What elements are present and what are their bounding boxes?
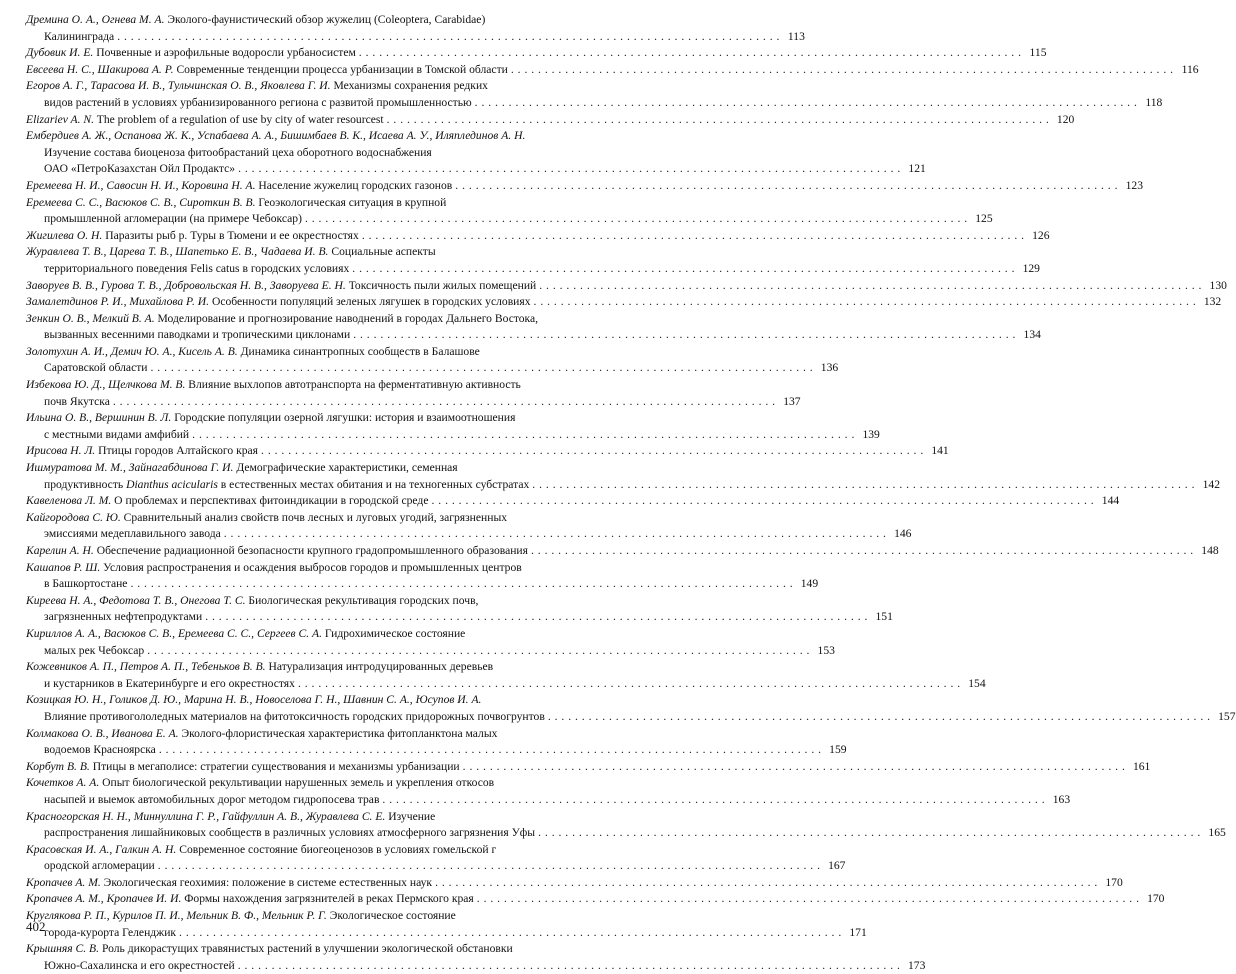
toc-entry-line: Козицкая Ю. Н., Голиков Д. Ю., Марина Н. В., Новоселова Г. Н., Шавнин С. А., Юсупов И. А.	[26, 693, 482, 707]
toc-entry-title: Евсеева Н. С., Шакирова А. Р. Современные тенденции процесса урбанизации в Томской области	[26, 62, 508, 76]
toc-entry-page: 115	[1029, 46, 1047, 60]
toc-entry	[26, 560, 819, 593]
toc-entry	[26, 112, 1075, 129]
toc-entry-page: 121	[908, 162, 926, 176]
toc-entry-lastline	[26, 477, 1220, 494]
leader-dots: . . . . . . . . . . . . . . . . . . . . . . . . . . . . . . . . . . . . . . . . . . . . . . . . . . . . . . . . . . . . . . . . . . . . . . . . . . . . . . . . . . . . . . . . . . . . . . . . . .	[237, 958, 901, 972]
leader-dots: . . . . . . . . . . . . . . . . . . . . . . . . . . . . . . . . . . . . . . . . . . . . . . . . . . . . . . . . . . . . . . . . . . . . . . . . . . . . . . . . . . . . . . . . . . . . . . . . . .	[547, 709, 1211, 723]
toc-entry-page: 141	[931, 444, 949, 458]
toc-entry-title: территориального поведения Felis catus в городских условиях	[44, 261, 350, 275]
toc-entry-page: 149	[800, 577, 819, 591]
toc-entry-page: 151	[875, 610, 893, 624]
toc-entry-lastline	[26, 178, 1143, 195]
toc-entry-lastline	[26, 825, 1226, 842]
toc-entry-lastline	[26, 609, 893, 626]
toc-entry-line: Зенкин О. В., Мелкий В. А. Моделирование и прогнозирование наводнений в городах Дальнего Востока,	[26, 311, 539, 325]
toc-entry-lastline	[26, 62, 1199, 79]
toc-entry-title: с местными видами амфибий	[44, 427, 190, 441]
toc-entry-title: ородской агломерации	[44, 859, 155, 873]
toc-entry	[26, 62, 1199, 79]
toc-entry-page: 154	[968, 676, 986, 690]
toc-entry-line: Колмакова О. В., Иванова Е. А. Эколого-флористическая характеристика фитопланктона малых	[26, 726, 498, 740]
toc-entry-line: Кочетков А. А. Опыт биологической рекультивации нарушенных земель и укрепления откосов	[26, 776, 495, 790]
leader-dots: . . . . . . . . . . . . . . . . . . . . . . . . . . . . . . . . . . . . . . . . . . . . . . . . . . . . . . . . . . . . . . . . . . . . . . . . . . . . . . . . . . . . . . . . . . . . . . . . . .	[352, 261, 1015, 275]
toc-entry	[26, 626, 835, 659]
toc-entry-line: Изучение состава биоценоза фитообрастаний цеха оборотного водоснабжения	[44, 145, 432, 159]
toc-entry-lastline	[26, 443, 949, 460]
toc-entry-lastline	[26, 161, 926, 178]
leader-dots: . . . . . . . . . . . . . . . . . . . . . . . . . . . . . . . . . . . . . . . . . . . . . . . . . . . . . . . . . . . . . . . . . . . . . . . . . . . . . . . . . . . . . . . . . . . . . . . . . .	[179, 925, 842, 939]
leader-dots: . . . . . . . . . . . . . . . . . . . . . . . . . . . . . . . . . . . . . . . . . . . . . . . . . . . . . . . . . . . . . . . . . . . . . . . . . . . . . . . . . . . . . . . . . . . . . . . . . .	[117, 29, 780, 43]
toc-entry	[26, 311, 1041, 344]
toc-entry-title: Кропачев А. М., Кропачев И. И. Формы нахождения загрязнителей в реках Пермского края	[26, 892, 474, 906]
toc-entry-title: в Башкортостане	[44, 577, 128, 591]
toc-entry-line: Золотухин А. И., Демич Ю. А., Кисель А. В. Динамика синантропных сообществ в Балашове	[26, 344, 480, 358]
leader-dots: . . . . . . . . . . . . . . . . . . . . . . . . . . . . . . . . . . . . . . . . . . . . . . . . . . . . . . . . . . . . . . . . . . . . . . . . . . . . . . . . . . . . . . . . . . . . . . . . . .	[476, 892, 1140, 906]
toc-entry-page: 137	[783, 394, 801, 408]
toc-entry-lastline	[26, 792, 1071, 809]
toc-entry-page: 142	[1202, 477, 1220, 491]
leader-dots: . . . . . . . . . . . . . . . . . . . . . . . . . . . . . . . . . . . . . . . . . . . . . . . . . . . . . . . . . . . . . . . . . . . . . . . . . . . . . . . . . . . . . . . . . . . . . . . . . .	[510, 62, 1174, 76]
toc-entry-page: 130	[1209, 278, 1227, 292]
toc-entry	[26, 128, 926, 178]
toc-entry-title: Южно-Сахалинска и его окрестностей	[44, 958, 235, 972]
toc-entry-title: Дубовик И. Е. Почвенные и аэрофильные водоросли урбаносистем	[26, 46, 356, 60]
leader-dots: . . . . . . . . . . . . . . . . . . . . . . . . . . . . . . . . . . . . . . . . . . . . . . . . . . . . . . . . . . . . . . . . . . . . . . . . . . . . . . . . . . . . . . . . . . . . . . . . . .	[533, 295, 1197, 309]
page-number: 402	[26, 919, 46, 934]
toc-entry-lastline	[26, 294, 1222, 311]
toc-entry-lastline	[26, 742, 847, 759]
toc-entry-title: эмиссиями медеплавильного завода	[44, 527, 221, 541]
table-of-contents	[26, 12, 1236, 974]
toc-entry-title: Ирисова Н. Л. Птицы городов Алтайского края	[26, 444, 259, 458]
toc-entry-lastline	[26, 709, 1236, 726]
leader-dots: . . . . . . . . . . . . . . . . . . . . . . . . . . . . . . . . . . . . . . . . . . . . . . . . . . . . . . . . . . . . . . . . . . . . . . . . . . . . . . . . . . . . . . . . . . . . . . . . . .	[361, 228, 1025, 242]
toc-entry-page: 148	[1201, 544, 1219, 557]
leader-dots: . . . . . . . . . . . . . . . . . . . . . . . . . . . . . . . . . . . . . . . . . . . . . . . . . . . . . . . . . . . . . . . . . . . . . . . . . . . . . . . . . . . . . . . . . . . . . . . . . .	[192, 427, 855, 441]
toc-entry	[26, 344, 839, 377]
leader-dots: . . . . . . . . . . . . . . . . . . . . . . . . . . . . . . . . . . . . . . . . . . . . . . . . . . . . . . . . . . . . . . . . . . . . . . . . . . . . . . . . . . . . . . . . . . . . . . . . . .	[157, 859, 821, 873]
toc-entry-lastline	[26, 261, 1040, 278]
toc-entry-page: 113	[787, 29, 805, 43]
leader-dots: . . . . . . . . . . . . . . . . . . . . . . . . . . . . . . . . . . . . . . . . . . . . . . . . . . . . . . . . . . . . . . . . . . . . . . . . . . . . . . . . . . . . . . . . . . . . . . . . . .	[530, 544, 1194, 557]
toc-entry-line: Егоров А. Г., Тарасова И. В., Тульчинская О. В., Яковлева Г. И. Механизмы сохранения редких	[26, 79, 488, 93]
toc-entry-lastline	[26, 427, 880, 444]
toc-entry-lastline	[26, 643, 835, 660]
toc-entry-lastline	[26, 327, 1041, 344]
toc-entry-title: Elizariev A. N. The problem of a regulation of use by city of water resourcest	[26, 112, 384, 126]
toc-entry-line: Ишмуратова М. М., Зайнагабдинова Г. И. Демографические характеристики, семенная	[26, 461, 458, 475]
toc-entry	[26, 460, 1220, 493]
toc-entry	[26, 410, 880, 443]
toc-entry-lastline	[26, 958, 926, 974]
leader-dots: . . . . . . . . . . . . . . . . . . . . . . . . . . . . . . . . . . . . . . . . . . . . . . . . . . . . . . . . . . . . . . . . . . . . . . . . . . . . . . . . . . . . . . . . . . . . . . . . . .	[382, 792, 1046, 806]
toc-entry-page: 146	[894, 527, 912, 541]
toc-entry-line: Ильина О. В., Вершинин В. Л. Городские популяции озерной лягушки: история и взаимоотношения	[26, 411, 516, 425]
toc-entry	[26, 510, 912, 543]
toc-entry-line: Красногорская Н. Н., Миннуллина Г. Р., Гайфуллин А. В., Журавлева С. Е. Изучение	[26, 809, 436, 823]
toc-entry-page: 153	[817, 643, 835, 657]
toc-entry-page: 123	[1125, 178, 1143, 192]
toc-entry-lastline	[26, 543, 1219, 560]
toc-entry-page: 157	[1218, 709, 1236, 723]
toc-entry-line: Круглякова Р. П., Курилов П. И., Мельник В. Ф., Мельник Р. Г. Экологическое состояние	[26, 909, 456, 923]
toc-entry	[26, 493, 1120, 510]
toc-entry	[26, 178, 1143, 195]
toc-entry-title: Калининграда	[44, 29, 115, 43]
toc-entry-lastline	[26, 493, 1120, 510]
toc-entry-title: Карелин А. Н. Обеспечение радиационной безопасности крупного градопромышленного образования	[26, 544, 528, 557]
toc-entry-lastline	[26, 576, 819, 593]
toc-entry-lastline	[26, 95, 1163, 112]
leader-dots: . . . . . . . . . . . . . . . . . . . . . . . . . . . . . . . . . . . . . . . . . . . . . . . . . . . . . . . . . . . . . . . . . . . . . . . . . . . . . . . . . . . . . . . . . . . . . . . . . .	[238, 162, 901, 176]
toc-entry-title: вызванных весенними паводками и тропическими циклонами	[44, 328, 351, 342]
toc-entry-line: Еремеева С. С., Васюков С. В., Сироткин В. В. Геоэкологическая ситуация в крупной	[26, 195, 447, 209]
toc-entry	[26, 12, 805, 45]
toc-entry	[26, 377, 801, 410]
toc-entry-page: 125	[975, 212, 993, 226]
toc-entry-page: 116	[1181, 62, 1199, 76]
toc-entry-title: Кавеленова Л. М. О проблемах и перспективах фитоиндикации в городской среде	[26, 494, 429, 508]
toc-entry-line: Дремина О. А., Огнева М. А. Эколого-фаунистический обзор жужелиц (Coleoptera, Carabidae)	[26, 13, 486, 26]
toc-entry	[26, 692, 1236, 725]
toc-entry-line: Красовская И. А., Галкин А. Н. Современное состояние биогеоценозов в условиях гомельской г	[26, 842, 497, 856]
toc-entry-page: 132	[1203, 295, 1222, 309]
toc-entry-lastline	[26, 278, 1227, 295]
toc-entry-page: 129	[1022, 261, 1040, 275]
leader-dots: . . . . . . . . . . . . . . . . . . . . . . . . . . . . . . . . . . . . . . . . . . . . . . . . . . . . . . . . . . . . . . . . . . . . . . . . . . . . . . . . . . . . . . . . . . . . . . . . . .	[435, 875, 1098, 889]
toc-entry-page: 171	[849, 925, 867, 939]
leader-dots: . . . . . . . . . . . . . . . . . . . . . . . . . . . . . . . . . . . . . . . . . . . . . . . . . . . . . . . . . . . . . . . . . . . . . . . . . . . . . . . . . . . . . . . . . . . . . . . . . .	[150, 361, 814, 375]
leader-dots: . . . . . . . . . . . . . . . . . . . . . . . . . . . . . . . . . . . . . . . . . . . . . . . . . . . . . . . . . . . . . . . . . . . . . . . . . . . . . . . . . . . . . . . . . . . . . . . . . .	[158, 743, 822, 757]
toc-entry	[26, 78, 1163, 111]
leader-dots: . . . . . . . . . . . . . . . . . . . . . . . . . . . . . . . . . . . . . . . . . . . . . . . . . . . . . . . . . . . . . . . . . . . . . . . . . . . . . . . . . . . . . . . . . . . . . . . . . .	[431, 494, 1095, 508]
toc-entry-lastline	[26, 676, 986, 693]
toc-entry-title: Жигилева О. Н. Паразиты рыб р. Туры в Тюмени и ее окрестностях	[26, 228, 359, 242]
toc-entry	[26, 543, 1219, 560]
toc-entry-title: Корбут В. В. Птицы в мегаполисе: стратегии существования и механизмы урбанизации	[26, 759, 460, 773]
toc-entry-title: и кустарников в Екатеринбурге и его окрестностях	[44, 676, 295, 690]
toc-entry-title: загрязненных нефтепродуктами	[44, 610, 203, 624]
toc-entry-page: 126	[1032, 228, 1050, 242]
toc-entry	[26, 443, 949, 460]
leader-dots: . . . . . . . . . . . . . . . . . . . . . . . . . . . . . . . . . . . . . . . . . . . . . . . . . . . . . . . . . . . . . . . . . . . . . . . . . . . . . . . . . . . . . . . . . . . . . . . . . .	[539, 278, 1202, 292]
toc-entry	[26, 842, 846, 875]
toc-entry	[26, 294, 1222, 311]
toc-entry-line: Кириллов А. А., Васюков С. В., Еремеева С. С., Сергеев С. А. Гидрохимическое состояние	[26, 626, 466, 640]
leader-dots: . . . . . . . . . . . . . . . . . . . . . . . . . . . . . . . . . . . . . . . . . . . . . . . . . . . . . . . . . . . . . . . . . . . . . . . . . . . . . . . . . . . . . . . . . . . . . . . . . .	[112, 394, 776, 408]
toc-entry	[26, 659, 986, 692]
leader-dots: . . . . . . . . . . . . . . . . . . . . . . . . . . . . . . . . . . . . . . . . . . . . . . . . . . . . . . . . . . . . . . . . . . . . . . . . . . . . . . . . . . . . . . . . . . . . . . . . . .	[532, 477, 1195, 491]
toc-entry-lastline	[26, 891, 1165, 908]
toc-entry-page: 170	[1147, 892, 1165, 906]
toc-entry-page: 118	[1145, 95, 1163, 109]
toc-entry-lastline	[26, 858, 846, 875]
toc-entry-line: Ембердиев А. Ж., Оспанова Ж. К., Успабаева А. А., Бишимбаев В. К., Исаева А. У., Иляплединов А. Н.	[26, 129, 526, 143]
toc-entry-page: 163	[1052, 792, 1071, 806]
toc-entry	[26, 908, 867, 941]
toc-entry	[26, 875, 1123, 892]
toc-entry-title: водоемов Красноярска	[44, 743, 156, 757]
toc-entry-lastline	[26, 526, 912, 543]
toc-entry-title: Кропачев А. М. Экологическая геохимия: положение в системе естественных наук	[26, 875, 433, 889]
toc-entry-page: 134	[1023, 328, 1041, 342]
toc-entry-title: почв Якутска	[44, 394, 110, 408]
leader-dots: . . . . . . . . . . . . . . . . . . . . . . . . . . . . . . . . . . . . . . . . . . . . . . . . . . . . . . . . . . . . . . . . . . . . . . . . . . . . . . . . . . . . . . . . . . . . . . . . . .	[474, 95, 1138, 109]
leader-dots: . . . . . . . . . . . . . . . . . . . . . . . . . . . . . . . . . . . . . . . . . . . . . . . . . . . . . . . . . . . . . . . . . . . . . . . . . . . . . . . . . . . . . . . . . . . . . . . . . .	[297, 676, 961, 690]
toc-entry	[26, 195, 993, 228]
toc-entry	[26, 278, 1227, 295]
toc-entry-page: 167	[828, 859, 846, 873]
toc-entry-lastline	[26, 759, 1151, 776]
toc-entry-line: Кожевников А. П., Петров А. П., Тебеньков В. В. Натурализация интродуцированных деревьев	[26, 660, 494, 674]
toc-entry	[26, 809, 1226, 842]
toc-entry-line: Кашапов Р. Ш. Условия распространения и осаждения выбросов городов и промышленных центров	[26, 560, 522, 574]
toc-entry	[26, 228, 1050, 245]
leader-dots: . . . . . . . . . . . . . . . . . . . . . . . . . . . . . . . . . . . . . . . . . . . . . . . . . . . . . . . . . . . . . . . . . . . . . . . . . . . . . . . . . . . . . . . . . . . . . . . . . .	[538, 826, 1201, 840]
toc-entry	[26, 775, 1071, 808]
toc-entry-lastline	[26, 29, 805, 46]
toc-entry-line: Крышняя С. В. Роль дикорастущих травянистых растений в улучшении экологической обстановки	[26, 942, 513, 956]
toc-entry	[26, 593, 893, 626]
toc-entry-page: 120	[1056, 112, 1075, 126]
toc-entry-title: города-курорта Геленджик	[44, 925, 177, 939]
leader-dots: . . . . . . . . . . . . . . . . . . . . . . . . . . . . . . . . . . . . . . . . . . . . . . . . . . . . . . . . . . . . . . . . . . . . . . . . . . . . . . . . . . . . . . . . . . . . . . . . . .	[147, 643, 810, 657]
toc-entry-page: 170	[1105, 875, 1123, 889]
toc-entry-line: Кайгородова С. Ю. Сравнительный анализ свойств почв лесных и луговых угодий, загрязненных	[26, 510, 508, 524]
toc-entry-page: 159	[829, 743, 847, 757]
toc-entry-title: Замалетдинов Р. И., Михайлова Р. И. Особенности популяций зеленых лягушек в городских условиях	[26, 295, 531, 309]
leader-dots: . . . . . . . . . . . . . . . . . . . . . . . . . . . . . . . . . . . . . . . . . . . . . . . . . . . . . . . . . . . . . . . . . . . . . . . . . . . . . . . . . . . . . . . . . . . . . . . . . .	[261, 444, 924, 458]
leader-dots: . . . . . . . . . . . . . . . . . . . . . . . . . . . . . . . . . . . . . . . . . . . . . . . . . . . . . . . . . . . . . . . . . . . . . . . . . . . . . . . . . . . . . . . . . . . . . . . . . .	[358, 46, 1022, 60]
toc-entry-lastline	[26, 228, 1050, 245]
toc-entry-title: Еремеева Н. И., Савосин Н. И., Коровина Н. А. Население жужелиц городских газонов	[26, 178, 453, 192]
toc-entry-page: 136	[820, 361, 839, 375]
leader-dots: . . . . . . . . . . . . . . . . . . . . . . . . . . . . . . . . . . . . . . . . . . . . . . . . . . . . . . . . . . . . . . . . . . . . . . . . . . . . . . . . . . . . . . . . . . . . . . . . . .	[386, 112, 1050, 126]
toc-entry-lastline	[26, 45, 1047, 62]
toc-entry-page: 144	[1101, 494, 1120, 508]
toc-entry-line: Журавлева Т. В., Царева Т. В., Шапетько Е. В., Чадаева И. В. Социальные аспекты	[26, 245, 436, 259]
toc-entry-lastline	[26, 211, 993, 228]
toc-entry-title: видов растений в условиях урбанизированного региона с развитой промышленностью	[44, 95, 472, 109]
toc-entry	[26, 941, 926, 974]
toc-entry-title: промышленной агломерации (на примере Чебоксар)	[44, 212, 302, 226]
toc-entry-title: малых рек Чебоксар	[44, 643, 145, 657]
leader-dots: . . . . . . . . . . . . . . . . . . . . . . . . . . . . . . . . . . . . . . . . . . . . . . . . . . . . . . . . . . . . . . . . . . . . . . . . . . . . . . . . . . . . . . . . . . . . . . . . . .	[353, 328, 1016, 342]
toc-entry-title: Влияние противогололедных материалов на фитотоксичность городских придорожных почвогрунтов	[44, 709, 545, 723]
toc-entry-title: Саратовской области	[44, 361, 148, 375]
toc-entry	[26, 891, 1165, 908]
toc-entry-lastline	[26, 875, 1123, 892]
toc-entry-title: продуктивность Dianthus acicularis в естественных местах обитания и на техногенных субстратах	[44, 477, 530, 491]
toc-entry	[26, 759, 1151, 776]
toc-entry-page: 165	[1208, 826, 1226, 840]
toc-entry-title: насыпей и выемок автомобильных дорог методом гидропосева трав	[44, 792, 380, 806]
leader-dots: . . . . . . . . . . . . . . . . . . . . . . . . . . . . . . . . . . . . . . . . . . . . . . . . . . . . . . . . . . . . . . . . . . . . . . . . . . . . . . . . . . . . . . . . . . . . . . . . . .	[462, 759, 1126, 773]
toc-entry-line: Избекова Ю. Д., Щелчкова М. В. Влияние выхлопов автотранспорта на ферментативную активность	[26, 378, 521, 392]
leader-dots: . . . . . . . . . . . . . . . . . . . . . . . . . . . . . . . . . . . . . . . . . . . . . . . . . . . . . . . . . . . . . . . . . . . . . . . . . . . . . . . . . . . . . . . . . . . . . . . . . .	[223, 527, 887, 541]
leader-dots: . . . . . . . . . . . . . . . . . . . . . . . . . . . . . . . . . . . . . . . . . . . . . . . . . . . . . . . . . . . . . . . . . . . . . . . . . . . . . . . . . . . . . . . . . . . . . . . . . .	[205, 610, 868, 624]
leader-dots: . . . . . . . . . . . . . . . . . . . . . . . . . . . . . . . . . . . . . . . . . . . . . . . . . . . . . . . . . . . . . . . . . . . . . . . . . . . . . . . . . . . . . . . . . . . . . . . . . .	[455, 178, 1118, 192]
toc-entry-page: 161	[1132, 759, 1151, 773]
toc-entry-lastline	[26, 360, 839, 377]
leader-dots: . . . . . . . . . . . . . . . . . . . . . . . . . . . . . . . . . . . . . . . . . . . . . . . . . . . . . . . . . . . . . . . . . . . . . . . . . . . . . . . . . . . . . . . . . . . . . . . . . .	[304, 212, 968, 226]
toc-entry-title: Заворуев В. В., Гурова Т. В., Добровольская Н. В., Заворуева Е. Н. Токсичность пыли жилых помещений	[26, 278, 537, 292]
toc-entry-line: Киреева Н. А., Федотова Т. В., Онегова Т. С. Биологическая рекультивация городских почв,	[26, 593, 479, 607]
toc-entry-lastline	[26, 112, 1075, 129]
toc-entry-page: 139	[862, 427, 880, 441]
leader-dots: . . . . . . . . . . . . . . . . . . . . . . . . . . . . . . . . . . . . . . . . . . . . . . . . . . . . . . . . . . . . . . . . . . . . . . . . . . . . . . . . . . . . . . . . . . . . . . . . . .	[130, 577, 794, 591]
toc-entry	[26, 45, 1047, 62]
toc-entry-lastline	[26, 394, 801, 411]
toc-entry	[26, 244, 1040, 277]
toc-entry-page: 173	[908, 958, 926, 972]
toc-entry-title: ОАО «ПетроКазахстан Ойл Продактс»	[44, 162, 236, 176]
toc-entry-title: распространения лишайниковых сообществ в различных условиях атмосферного загрязнения Уфы	[44, 826, 536, 840]
toc-entry-lastline	[26, 925, 867, 942]
toc-entry	[26, 726, 847, 759]
